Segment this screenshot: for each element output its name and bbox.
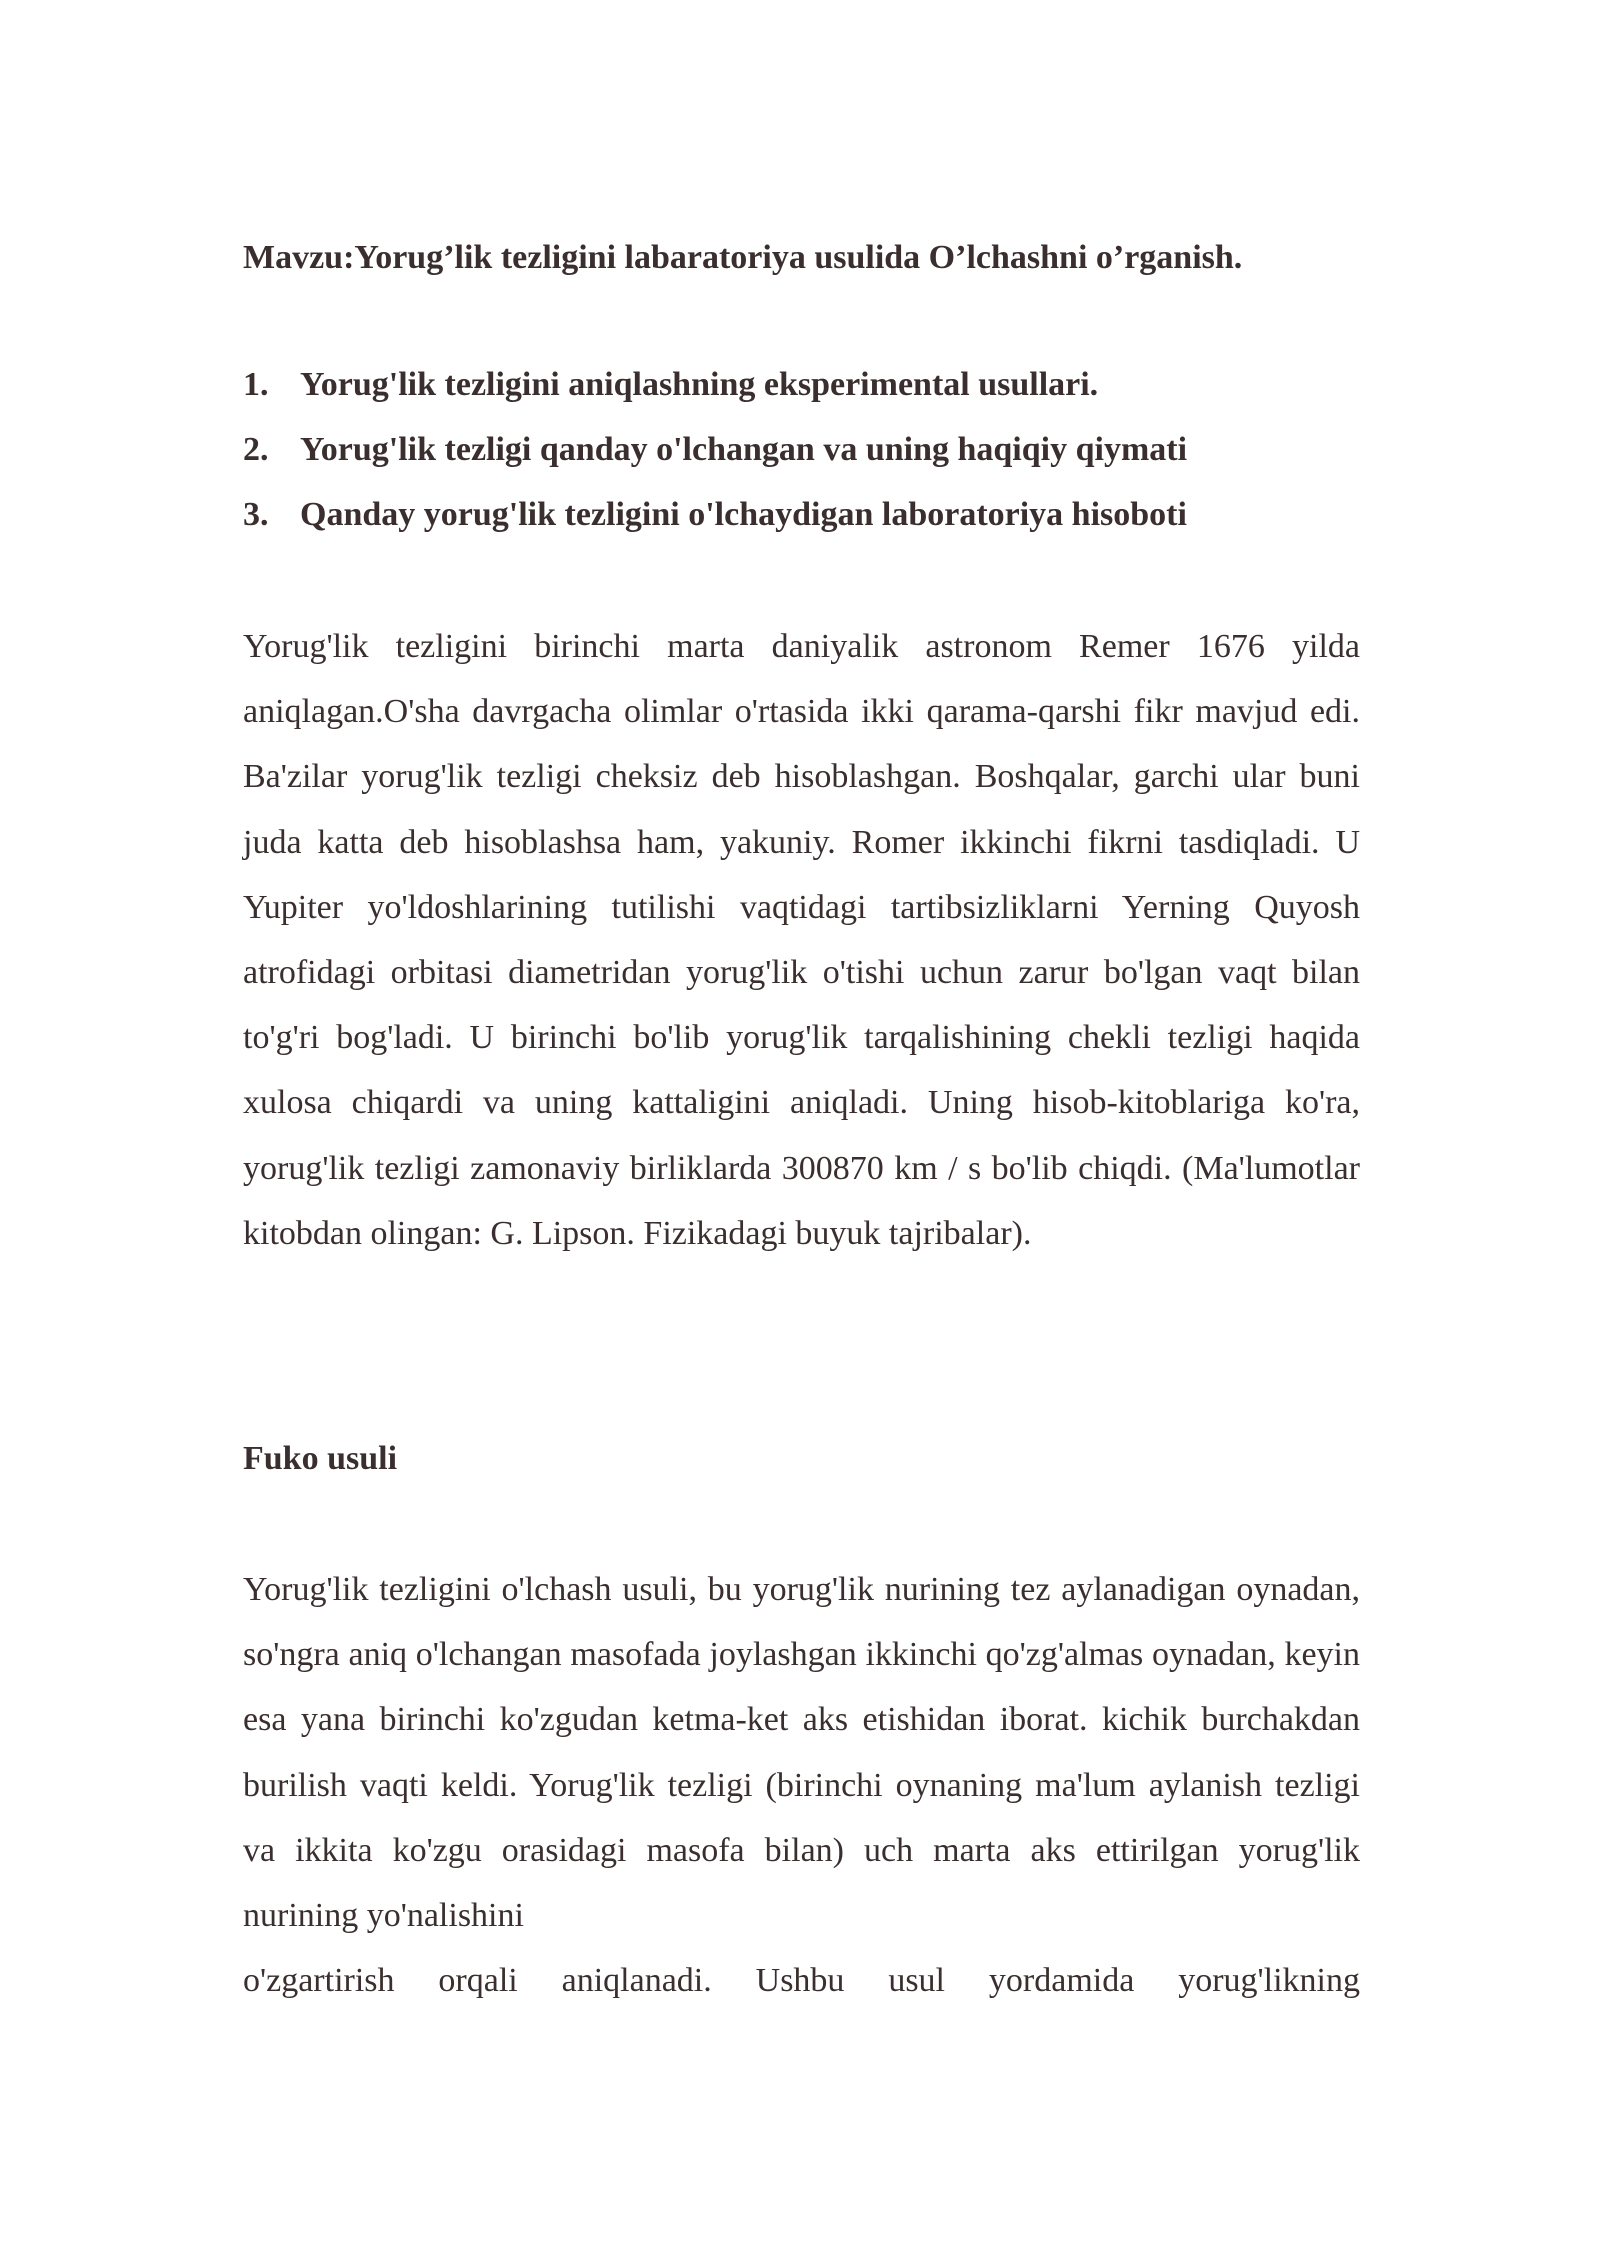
document-title: Mavzu:Yorug’lik tezligini labaratoriya usulida O’lchashni o’rganish. <box>243 239 1243 276</box>
topic-number: 1. <box>243 366 269 403</box>
topic-text: Qanday yorug'lik tezligini o'lchaydigan laboratoriya hisoboti <box>300 496 1187 533</box>
intro-paragraph: Yorug'lik tezligini birinchi marta daniyalik astronom Remer 1676 yilda aniqlagan.O'sha davrgacha olimlar o'rtasida ikki qarama-qarshi fikr mavjud edi. Ba'zilar yorug'lik tezligi cheksiz deb hisoblashgan. Boshqalar, garchi ular buni juda katta deb hisoblashsa ham, yakuniy. Romer ikkinchi fikrni tasdiqladi. U Yupiter yo'ldoshlarining tutilishi vaqtidagi tartibsizliklarni Yerning Quyosh atrofidagi orbitasi diametridan yorug'lik o'tishi uchun zarur bo'lgan vaqt bilan to'g'ri bog'ladi. U birinchi bo'lib yorug'lik tarqalishining chekli tezligi haqida xulosa chiqardi va uning kattaligini aniqladi. Uning hisob-kitoblariga ko'ra, yorug'lik tezligi zamonaviy birliklarda 300870 km / s bo'lib chiqdi. (Ma'lumotlar kitobdan olingan: G. Lipson. Fizikadagi buyuk tajribalar). <box>243 628 1360 1252</box>
topic-text: Yorug'lik tezligi qanday o'lchangan va uning haqiqiy qiymati <box>300 431 1188 468</box>
topic-list-item <box>243 428 1360 493</box>
topic-text: Yorug'lik tezligini aniqlashning eksperimental usullari. <box>300 366 1099 403</box>
topic-list-item <box>243 363 1360 428</box>
topic-number: 3. <box>243 496 269 533</box>
fuko-paragraph-last-line: o'zgartirish orqali aniqlanadi. Ushbu usul yordamida yorug'likning <box>243 1962 1360 2000</box>
section-heading-fuko: Fuko usuli <box>243 1440 398 1477</box>
fuko-paragraph-body: Yorug'lik tezligini o'lchash usuli, bu yorug'lik nurining tez aylanadigan oynadan, so'ngra aniq o'lchangan masofada joylashgan ikkinchi qo'zg'almas oynadan, keyin esa yana birinchi ko'zgudan ketma-ket aks etishidan iborat. kichik burchakdan burilish vaqti keldi. Yorug'lik tezligi (birinchi oynaning ma'lum aylanish tezligi va ikkita ko'zgu orasidagi masofa bilan) uch marta aks ettirilgan yorug'lik nurining yo'nalishini <box>243 1571 1360 1935</box>
fuko-paragraph <box>243 1557 1360 2013</box>
topic-list-item <box>243 493 1360 558</box>
topic-number: 2. <box>243 431 269 468</box>
topic-list <box>243 363 1360 558</box>
